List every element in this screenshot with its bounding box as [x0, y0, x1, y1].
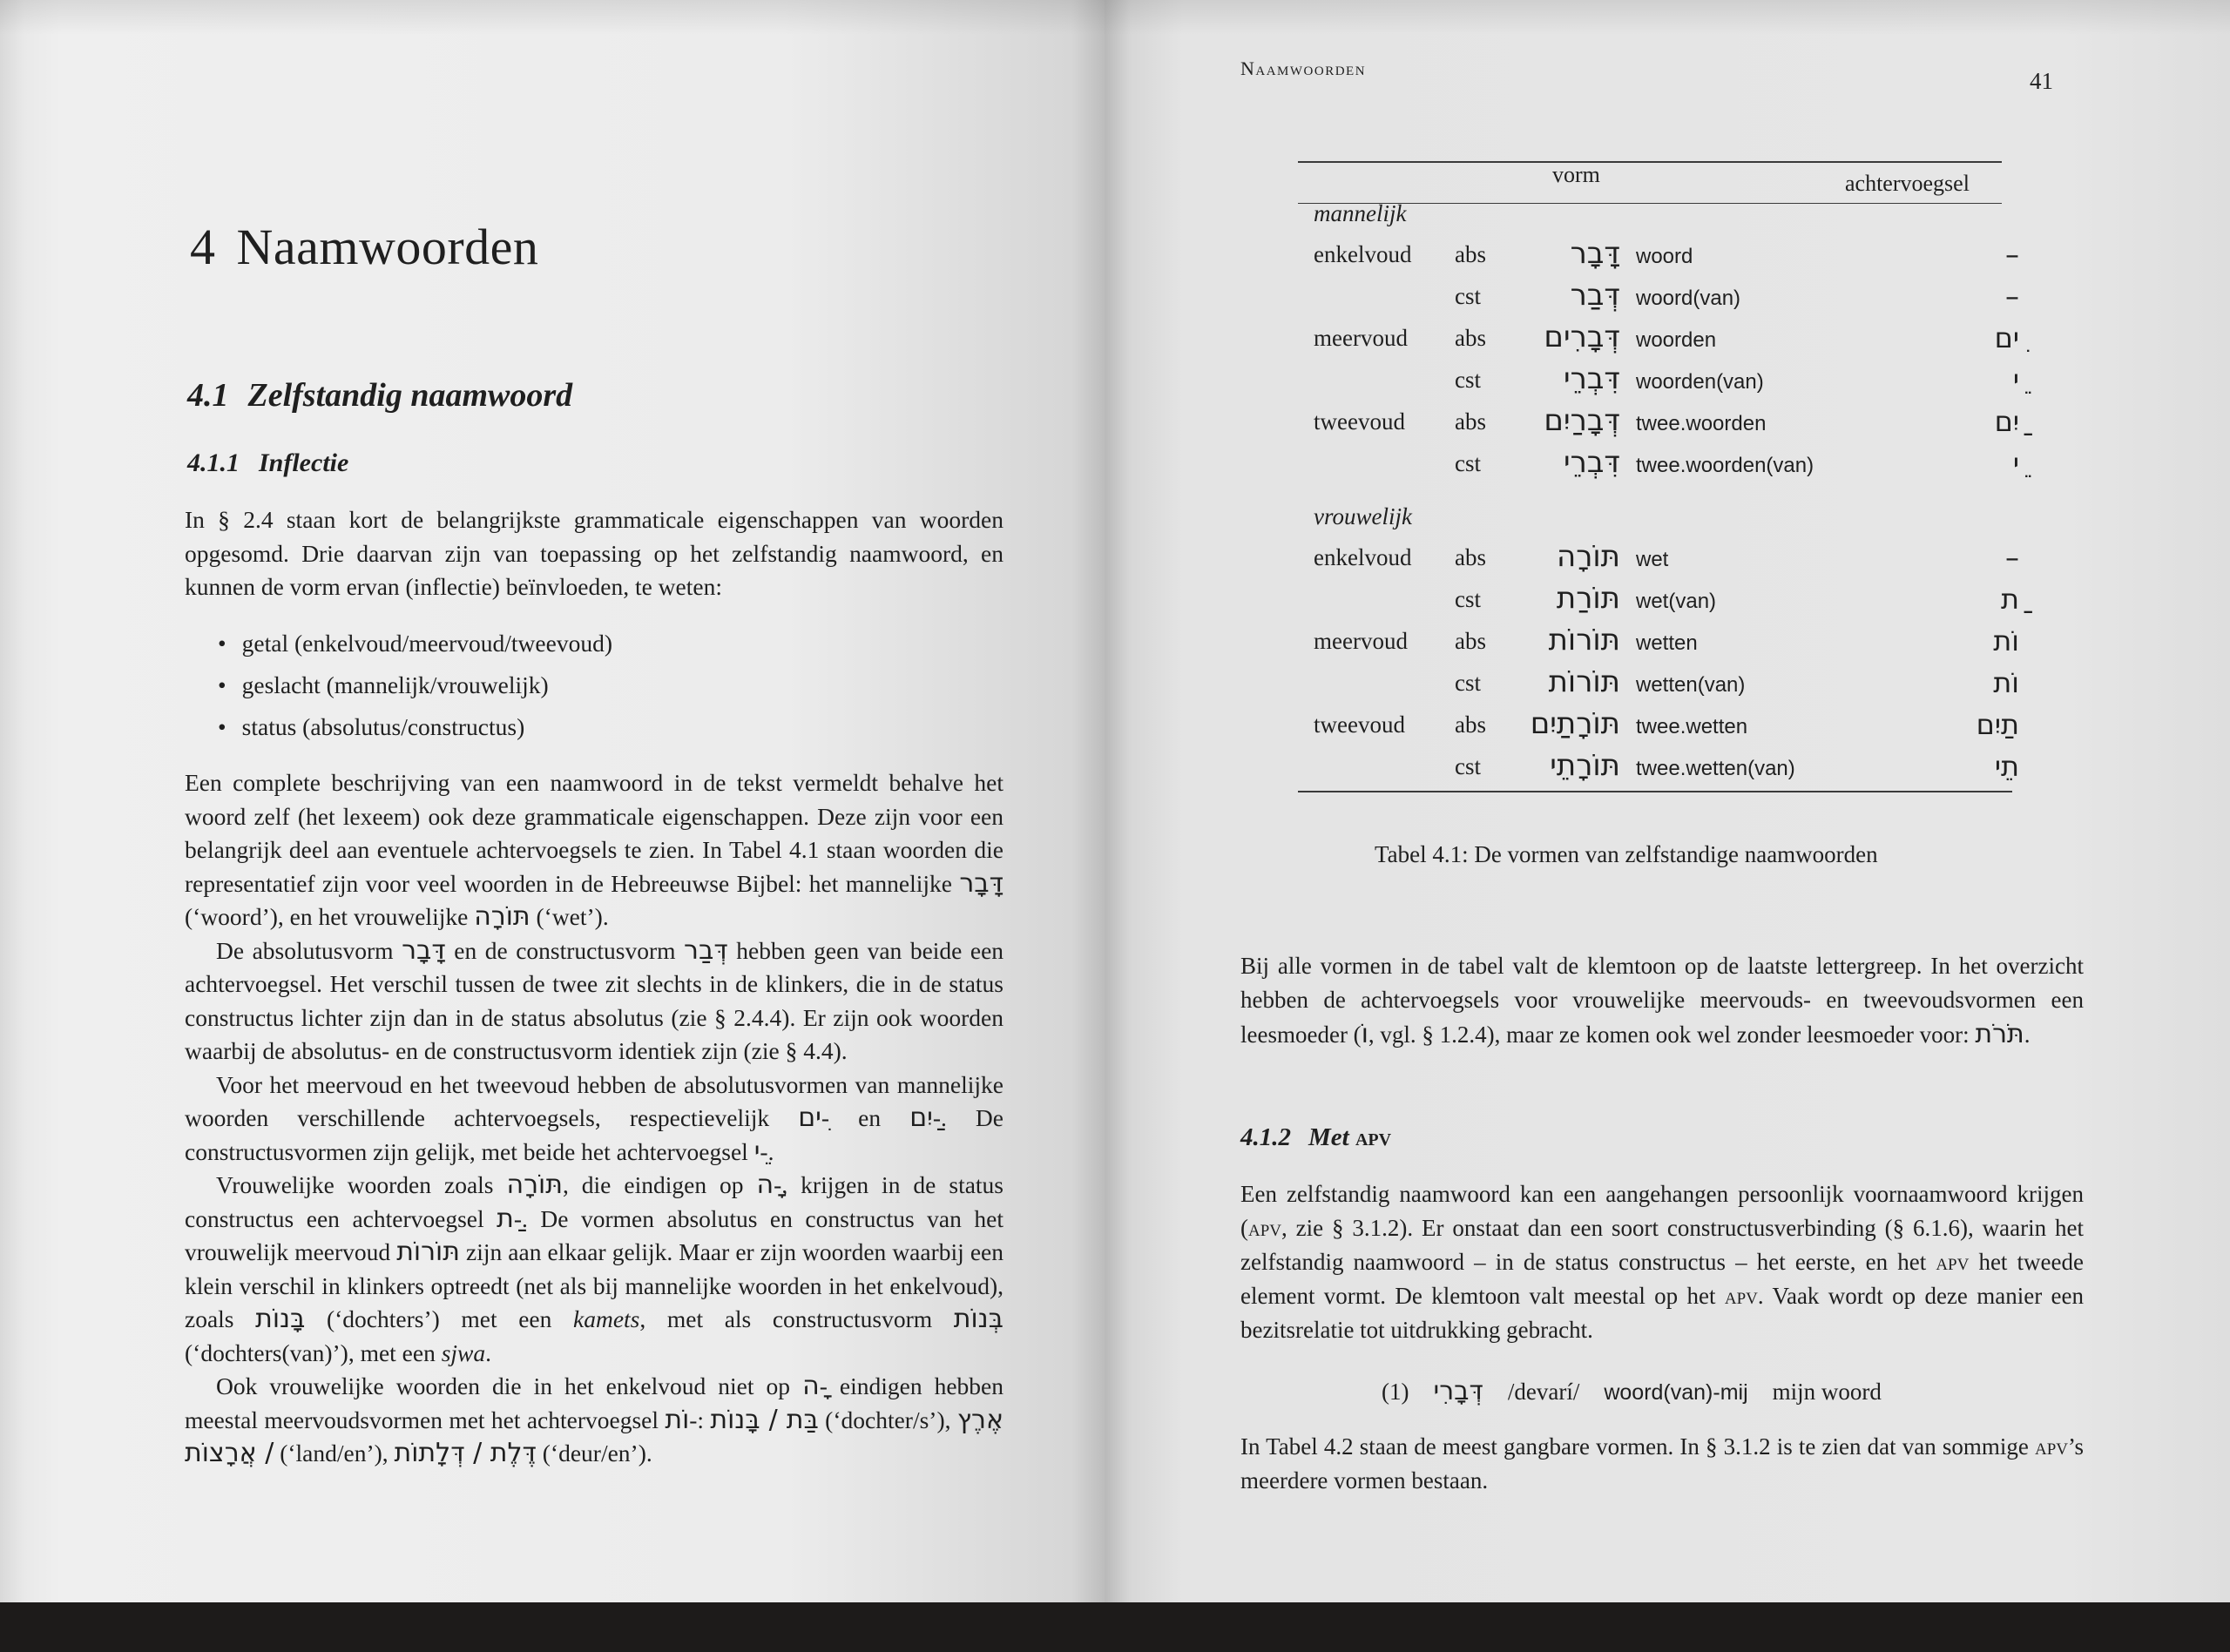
- paragraph: In Tabel 4.2 staan de meest gangbare vormen. In § 3.1.2 is te zien dat van sommige apv’s meerdere vormen bestaan.: [1240, 1433, 2084, 1494]
- example-sentence: (1) דְּבָרִי /devarí/ woord(van)-mij mijn woord: [1382, 1376, 1882, 1406]
- subsection-heading: 4.1.1 Inflectie: [187, 448, 349, 477]
- group-label-masculine: mannelijk: [1314, 200, 1407, 226]
- table-header-form: vorm: [1552, 162, 1600, 187]
- table-row: cst תּוֹרַת wet(van) ַת: [1455, 581, 2019, 616]
- table-row: enkelvoud abs דָּבָר woord –: [1314, 236, 2019, 271]
- intro-paragraph: In § 2.4 staan kort de belangrijkste grammaticale eigenschappen van woorden opgesomd. Drie daarvan zijn van toepassing op het zelfstandig naamwoord, en kunnen de vorm ervan (inflectie) beïnvloeden, te weten:: [185, 506, 1004, 600]
- group-label-feminine: vrouwelijk: [1314, 503, 1412, 529]
- running-head: Naamwoorden: [1240, 57, 1367, 79]
- section-heading: 4.1 Zelfstandig naamwoord: [187, 377, 573, 414]
- table-row: tweevoud abs תּוֹרָתַיִם twee.wetten תַיִם: [1314, 706, 2019, 741]
- left-page: [0, 0, 1105, 1652]
- chapter-heading: 4 Naamwoorden: [190, 219, 539, 275]
- table-row: cst תּוֹרוֹת wetten(van) וֹת: [1455, 664, 2019, 699]
- table-row: cst דִּבְרֵי twee.woorden(van) ֵי: [1455, 445, 2019, 480]
- table-row: meervoud abs דְּבָרִים woorden ִים: [1314, 320, 2019, 354]
- list-item: • status (absolutus/constructus): [218, 706, 612, 748]
- table-row: cst דְּבַר woord(van) –: [1455, 278, 2019, 313]
- subsection-heading: 4.1.2 Met apv: [1240, 1123, 1392, 1151]
- table-row: cst דִּבְרֵי woorden(van) ֵי: [1455, 361, 2019, 396]
- page-number: 41: [2030, 68, 2053, 94]
- table-header-suffix: achtervoegsel: [1845, 171, 1970, 196]
- paragraph: Bij alle vormen in de tabel valt de klemtoon op de laatste lettergreep. In het overzicht hebben de achtervoegsels voor vrouwelijke meervouds- en tweevoudsvormen een leesmoeder (וֹ, vgl. § 1.2.4), maar ze komen ook wel zonder leesmoeder voor: תֹּרֹת.: [1240, 953, 2084, 1049]
- paragraph: Een complete beschrijving van een naamwoord in de tekst vermeldt behalve het woord zelf (het lexeem) ook deze grammaticale eigenschappen. Deze zijn voor een belangrijk deel aan eventuele achtervoegsels te zien. In Tabel 4.1 staan woorden die representatief zijn voor veel woorden in de Hebreeuwse Bijbel: het mannelijke דָּבָר (‘woord’), en het vrouwelijke תּוֹרָה (‘wet’). De absolutusvorm דָּבָר en de constructusvorm דְּבַר hebben geen van beide een achtervoegsel. Het verschil tussen de twee zit slechts in de klinkers, die in de status constructus lichter zijn dan in de status absolutus (zie § 2.4.4). Er zijn ook woorden waarbij de absolutus- en de constructusvorm identiek zijn (zie § 4.4). Voor het meervoud en het tweevoud hebben de absolutusvormen van mannelijke woorden verschillende achtervoegsels, respectievelijk ִים- en ַיִם-. De constructusvormen zijn gelijk, met beide het achtervoegsel ֵי-. Vrouwelijke woorden zoals תּוֹרָה, die eindigen op ָה-, krijgen in de status constructus een achtervoegsel ַת-. De vormen absolutus en constructus van het vrouwelijk meervoud תּוֹרוֹת zijn aan elkaar gelijk. Maar er zijn woorden waarbij een klein verschil in klinkers optreedt (net als bij mannelijke woorden in het enkelvoud), zoals בָּנוֹת (‘dochters’) met een kamets, met als constructusvorm בְּנוֹת (‘dochters(van)’), met een sjwa. Ook vrouwelijke woorden die in het enkelvoud niet op ָה- eindigen hebben meestal meervoudsvormen met het achtervoegsel וֹת-: בַּת / בָּנוֹת (‘dochter/s’), אֶרֶץ / אֲרָצוֹת (‘land/en’), דֶּלֶת / דְּלָתוֹת (‘deur/en’).: [185, 769, 1004, 1468]
- table-row: enkelvoud abs תּוֹרָה wet –: [1314, 539, 2019, 574]
- table-row: tweevoud abs דְּבָרַיִם twee.woorden ַיִם: [1314, 403, 2019, 438]
- table-bottom-rule: [1298, 791, 2012, 792]
- property-list: [218, 623, 612, 748]
- list-item: • getal (enkelvoud/meervoud/tweevoud): [218, 623, 612, 664]
- table-top-rule: [1298, 161, 2002, 163]
- table-caption: Tabel 4.1: De vormen van zelfstandige naamwoorden: [1375, 841, 1878, 867]
- book-bottom-edge: [0, 1602, 2230, 1652]
- table-row: meervoud abs תּוֹרוֹת wetten וֹת: [1314, 623, 2019, 657]
- table-row: cst תּוֹרָתֵי twee.wetten(van) תֵי: [1455, 748, 2019, 783]
- paragraph: Een zelfstandig naamwoord kan een aangehangen persoonlijk voornaamwoord krijgen (apv, zie § 3.1.2). Er onstaat dan een soort constructusverbinding (§ 6.1.6), waarin het zelfstandig naamwoord – in de status constructus – het eerste, en het apv het tweede element vormt. De klemtoon valt meestal op het apv. Vaak wordt op deze manier een bezitsrelatie tot uitdrukking gebracht.: [1240, 1181, 2085, 1343]
- list-item: • geslacht (mannelijk/vrouwelijk): [218, 664, 612, 706]
- page-shadow: [0, 0, 2230, 35]
